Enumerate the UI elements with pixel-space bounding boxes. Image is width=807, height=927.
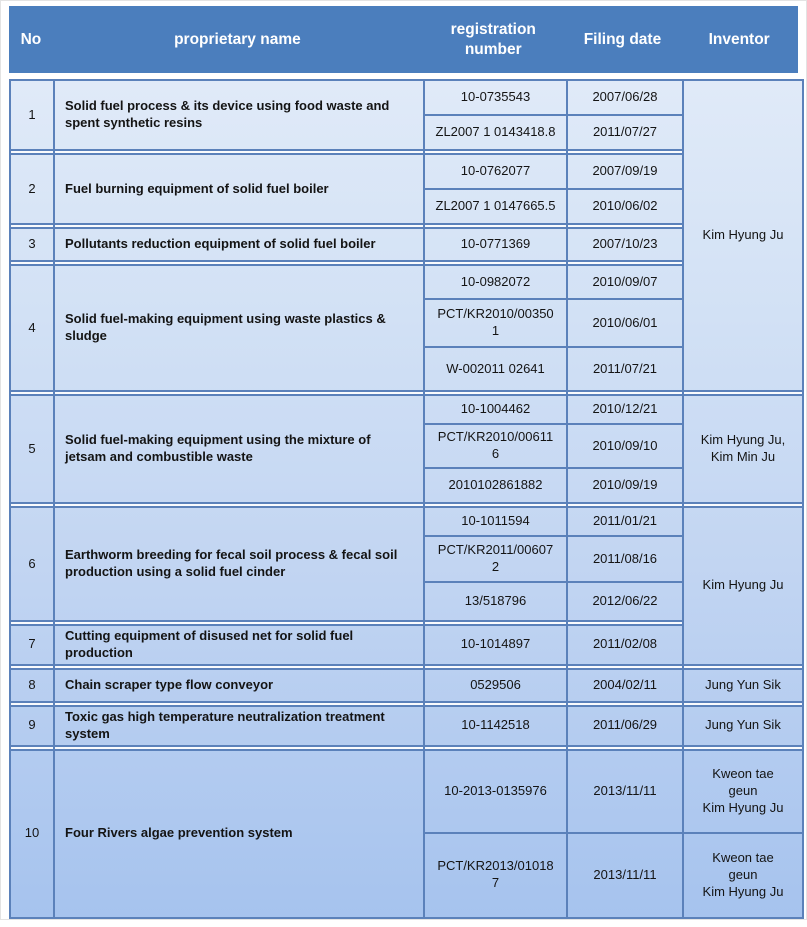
cell-no: 1 — [11, 81, 55, 151]
cell-filing-date: 2011/06/29 — [568, 707, 684, 747]
column-header-registration: registration number — [450, 21, 536, 58]
column-header-name: proprietary name — [174, 30, 301, 48]
table-row — [11, 266, 802, 300]
cell-inventor: Kim Hyung Ju, Kim Min Ju — [684, 396, 802, 504]
cell-filing-date: 2010/12/21 — [568, 396, 684, 425]
cell-filing-date: 2010/09/07 — [568, 266, 684, 300]
cell-registration: 10-0735543 — [425, 81, 568, 116]
cell-no: 4 — [11, 266, 55, 392]
column-header-no: No — [20, 30, 42, 48]
cell-no: 5 — [11, 396, 55, 504]
cell-registration: PCT/KR2013/01018 7 — [425, 834, 568, 917]
cell-filing-date: 2011/01/21 — [568, 508, 684, 537]
column-header-inventor: Inventor — [708, 30, 770, 48]
cell-no: 9 — [11, 707, 55, 747]
cell-proprietary-name: Solid fuel-making equipment using the mixture of jetsam and combustible waste — [55, 396, 425, 504]
cell-registration: 0529506 — [425, 670, 568, 703]
cell-inventor: Jung Yun Sik — [684, 670, 802, 703]
cell-filing-date: 2010/09/19 — [568, 469, 684, 504]
cell-filing-date: 2007/09/19 — [568, 155, 684, 190]
table-row — [11, 707, 802, 747]
cell-filing-date: 2010/06/02 — [568, 190, 684, 225]
cell-registration: 10-1014897 — [425, 626, 568, 666]
cell-filing-date: 2011/07/21 — [568, 348, 684, 392]
cell-registration: 13/518796 — [425, 583, 568, 622]
table-row — [11, 670, 802, 703]
cell-registration: ZL2007 1 0147665.5 — [425, 190, 568, 225]
cell-filing-date: 2011/02/08 — [568, 626, 684, 666]
table-row — [11, 751, 802, 834]
cell-inventor: Kweon tae geun Kim Hyung Ju — [684, 751, 802, 834]
cell-proprietary-name: Solid fuel process & its device using food waste and spent synthetic resins — [55, 81, 425, 151]
table-row — [11, 155, 802, 190]
cell-registration: ZL2007 1 0143418.8 — [425, 116, 568, 151]
cell-registration: 10-1142518 — [425, 707, 568, 747]
cell-inventor: Kweon tae geun Kim Hyung Ju — [702, 849, 784, 899]
cell-no: 10 — [11, 751, 55, 917]
cell-no: 8 — [11, 670, 55, 703]
cell-proprietary-name: Four Rivers algae prevention system — [55, 751, 425, 917]
cell-no: 7 — [11, 626, 55, 666]
cell-no: 2 — [11, 155, 55, 225]
cell-filing-date: 2010/09/10 — [568, 425, 684, 469]
cell-proprietary-name: Earthworm breeding for fecal soil process & fecal soil production using a solid fuel cinder — [55, 508, 425, 622]
cell-registration: PCT/KR2010/00611 6 — [425, 425, 568, 469]
cell-inventor: Jung Yun Sik — [684, 707, 802, 747]
table-row — [11, 508, 802, 537]
cell-proprietary-name: Solid fuel-making equipment using waste plastics & sludge — [55, 266, 425, 392]
table-row — [11, 396, 802, 425]
cell-registration: 10-1004462 — [425, 396, 568, 425]
patent-table — [9, 79, 804, 919]
cell-filing-date: 2012/06/22 — [568, 583, 684, 622]
cell-registration: PCT/KR2011/00607 2 — [425, 537, 568, 583]
cell-no: 6 — [11, 508, 55, 622]
cell-registration: 10-0771369 — [425, 229, 568, 262]
cell-proprietary-name: Pollutants reduction equipment of solid fuel boiler — [55, 229, 425, 262]
cell-registration: PCT/KR2010/00350 1 — [425, 300, 568, 348]
table-header-row — [9, 6, 798, 73]
table-row — [11, 229, 802, 262]
cell-filing-date: 2004/02/11 — [568, 670, 684, 703]
table-row — [11, 626, 802, 666]
cell-no: 3 — [11, 229, 55, 262]
cell-registration: W-002011 02641 — [425, 348, 568, 392]
cell-registration: 10-1011594 — [425, 508, 568, 537]
cell-filing-date: 2013/11/11 — [568, 751, 684, 834]
cell-filing-date: 2010/06/01 — [568, 300, 684, 348]
cell-registration: 10-2013-0135976 — [425, 751, 568, 834]
cell-filing-date: 2011/08/16 — [568, 537, 684, 583]
cell-filing-date: 2011/07/27 — [568, 116, 684, 151]
column-header-filing-date: Filing date — [583, 30, 662, 48]
cell-proprietary-name: Chain scraper type flow conveyor — [55, 670, 425, 703]
cell-inventor: Kim Hyung Ju — [684, 81, 802, 392]
cell-proprietary-name: Cutting equipment of disused net for solid fuel production — [55, 626, 425, 666]
cell-proprietary-name: Toxic gas high temperature neutralization treatment system — [55, 707, 425, 747]
patent-table-page — [1, 1, 806, 927]
cell-filing-date: 2013/11/11 — [568, 834, 684, 917]
cell-proprietary-name: Fuel burning equipment of solid fuel boiler — [55, 155, 425, 225]
cell-registration: 10-0982072 — [425, 266, 568, 300]
cell-filing-date: 2007/10/23 — [568, 229, 684, 262]
cell-filing-date: 2007/06/28 — [568, 81, 684, 116]
cell-inventor: Kim Hyung Ju — [684, 508, 802, 666]
cell-registration: 10-0762077 — [425, 155, 568, 190]
cell-registration: 2010102861882 — [425, 469, 568, 504]
table-row — [11, 81, 802, 116]
